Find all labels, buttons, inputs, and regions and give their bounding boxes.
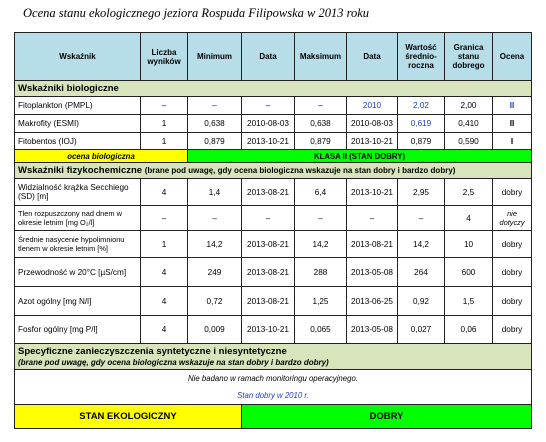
indicator-name: Widzialność krążka Secchiego (SD) [m] xyxy=(15,179,141,206)
max-cell: 1,25 xyxy=(295,287,347,316)
limit-cell: 1,5 xyxy=(445,287,493,316)
average-cell: 14,2 xyxy=(398,231,445,258)
max-cell: 288 xyxy=(295,258,347,287)
header-limit: Granica stanu dobrego xyxy=(445,33,493,81)
section-title: Specyficzne zanieczyszczenia syntetyczne i niesyntetyczne xyxy=(18,345,287,357)
max-date-cell: 2013-06-25 xyxy=(347,287,398,316)
header-max: Maksimum xyxy=(295,33,347,81)
limit-cell: 2,5 xyxy=(445,179,493,206)
ecological-status-label: STAN EKOLOGICZNY xyxy=(15,405,242,429)
limit-cell: 2,00 xyxy=(445,97,493,115)
info-not-tested: Nie badano w ramach monitoringu operacyjnego. xyxy=(188,374,358,383)
biological-grade-row xyxy=(15,150,532,163)
min-date-cell: 2013-08-21 xyxy=(242,231,295,258)
count-cell: 4 xyxy=(141,287,188,316)
count-cell: – xyxy=(141,206,188,231)
table-row xyxy=(15,258,532,287)
average-cell: 2,95 xyxy=(398,179,445,206)
limit-cell: 0,06 xyxy=(445,316,493,344)
count-cell: 4 xyxy=(141,179,188,206)
biological-grade-value: KLASA II (STAN DOBRY) xyxy=(188,150,532,163)
grade-cell: dobry xyxy=(493,316,532,344)
min-cell: 0,638 xyxy=(188,115,242,133)
ecological-status-row xyxy=(15,405,532,429)
header-count: Liczba wyników xyxy=(141,33,188,81)
average-cell: 0,879 xyxy=(398,133,445,150)
max-date-cell: 2010-08-03 xyxy=(347,115,398,133)
indicator-name: Fitobentos (IOJ) xyxy=(15,133,141,150)
max-cell: 14,2 xyxy=(295,231,347,258)
header-min-date: Data xyxy=(242,33,295,81)
section-title: Wskaźniki biologiczne xyxy=(15,81,532,97)
section-physicochemical xyxy=(15,163,532,179)
table-row xyxy=(15,179,532,206)
limit-cell: 600 xyxy=(445,258,493,287)
header-indicator: Wskaźnik xyxy=(15,33,141,81)
min-cell: 249 xyxy=(188,258,242,287)
header-grade: Ocena xyxy=(493,33,532,81)
specific-info-row xyxy=(15,370,532,405)
grade-cell: dobry xyxy=(493,231,532,258)
max-date-cell: 2013-10-21 xyxy=(347,179,398,206)
max-cell: – xyxy=(295,206,347,231)
grade-cell: II xyxy=(493,97,532,115)
table-row xyxy=(15,206,532,231)
indicator-name: Azot ogólny [mg N/l] xyxy=(15,287,141,316)
max-date-cell: 2013-05-08 xyxy=(347,258,398,287)
section-title: Wskaźniki fizykochemiczne xyxy=(18,165,143,176)
section-specific-pollutants xyxy=(15,344,532,370)
count-cell: – xyxy=(141,97,188,115)
min-date-cell: 2013-08-21 xyxy=(242,179,295,206)
grade-cell: dobry xyxy=(493,258,532,287)
max-date-cell: 2013-10-21 xyxy=(347,133,398,150)
grade-cell: dobry xyxy=(493,287,532,316)
ecological-status-value: DOBRY xyxy=(242,405,532,429)
max-cell: 0,638 xyxy=(295,115,347,133)
min-date-cell: 2013-10-21 xyxy=(242,316,295,344)
section-note: (brane pod uwagę, gdy ocena biologiczna wskazuje na stan dobry i bardzo dobry) xyxy=(144,166,456,175)
header-average: Wartość średnio-roczna xyxy=(398,33,445,81)
min-cell: 0,72 xyxy=(188,287,242,316)
table-row xyxy=(15,316,532,344)
min-cell: 14,2 xyxy=(188,231,242,258)
assessment-table xyxy=(14,32,532,429)
count-cell: 1 xyxy=(141,115,188,133)
grade-cell: II xyxy=(493,115,532,133)
max-cell: 0,065 xyxy=(295,316,347,344)
limit-cell: 4 xyxy=(445,206,493,231)
min-date-cell: 2013-08-21 xyxy=(242,287,295,316)
table-row xyxy=(15,115,532,133)
indicator-name: Średnie nasycenie hypolimnionu tlenem w okresie letnim [%] xyxy=(15,231,141,258)
average-cell: 2,02 xyxy=(398,97,445,115)
count-cell: 4 xyxy=(141,316,188,344)
min-date-cell: 2013-10-21 xyxy=(242,133,295,150)
max-cell: – xyxy=(295,97,347,115)
grade-cell: I xyxy=(493,133,532,150)
header-row xyxy=(15,33,532,81)
min-cell: 0,009 xyxy=(188,316,242,344)
average-cell: 0,92 xyxy=(398,287,445,316)
max-date-cell: – xyxy=(347,206,398,231)
indicator-name: Makrofity (ESMI) xyxy=(15,115,141,133)
max-date-cell: 2010 xyxy=(347,97,398,115)
limit-cell: 0,590 xyxy=(445,133,493,150)
page-title: Ocena stanu ekologicznego jeziora Rospuda Filipowska w 2013 roku xyxy=(23,6,370,20)
indicator-name: Fitoplankton (PMPL) xyxy=(15,97,141,115)
count-cell: 1 xyxy=(141,133,188,150)
grade-cell: nie dotyczy xyxy=(493,206,532,231)
min-cell: – xyxy=(188,206,242,231)
max-date-cell: 2013-05-08 xyxy=(347,316,398,344)
average-cell: 0,619 xyxy=(398,115,445,133)
average-cell: – xyxy=(398,206,445,231)
table-row xyxy=(15,231,532,258)
min-date-cell: 2013-08-21 xyxy=(242,258,295,287)
section-note: (brane pod uwagę, gdy ocena biologiczna wskazuje na stan dobry i bardzo dobry) xyxy=(18,357,329,367)
biological-grade-label: ocena biologiczna xyxy=(15,150,188,163)
min-cell: 1,4 xyxy=(188,179,242,206)
count-cell: 1 xyxy=(141,231,188,258)
info-good-status-2010: Stan dobry w 2010 r. xyxy=(237,391,309,400)
header-min: Minimum xyxy=(188,33,242,81)
indicator-name: Fosfor ogólny [mg P/l] xyxy=(15,316,141,344)
indicator-name: Tlen rozpuszczony nad dnem w okresie letnim [mg O₂/l] xyxy=(15,206,141,231)
count-cell: 4 xyxy=(141,258,188,287)
max-date-cell: 2013-08-21 xyxy=(347,231,398,258)
table-row xyxy=(15,133,532,150)
average-cell: 264 xyxy=(398,258,445,287)
min-date-cell: – xyxy=(242,97,295,115)
grade-cell: dobry xyxy=(493,179,532,206)
max-cell: 6,4 xyxy=(295,179,347,206)
min-cell: 0,879 xyxy=(188,133,242,150)
max-cell: 0,879 xyxy=(295,133,347,150)
min-date-cell: – xyxy=(242,206,295,231)
table-row xyxy=(15,97,532,115)
indicator-name: Przewodność w 20°C [µS/cm] xyxy=(15,258,141,287)
header-max-date: Data xyxy=(347,33,398,81)
section-biological xyxy=(15,81,532,97)
table-row xyxy=(15,287,532,316)
average-cell: 0,027 xyxy=(398,316,445,344)
limit-cell: 0,410 xyxy=(445,115,493,133)
min-cell: – xyxy=(188,97,242,115)
min-date-cell: 2010-08-03 xyxy=(242,115,295,133)
limit-cell: 10 xyxy=(445,231,493,258)
